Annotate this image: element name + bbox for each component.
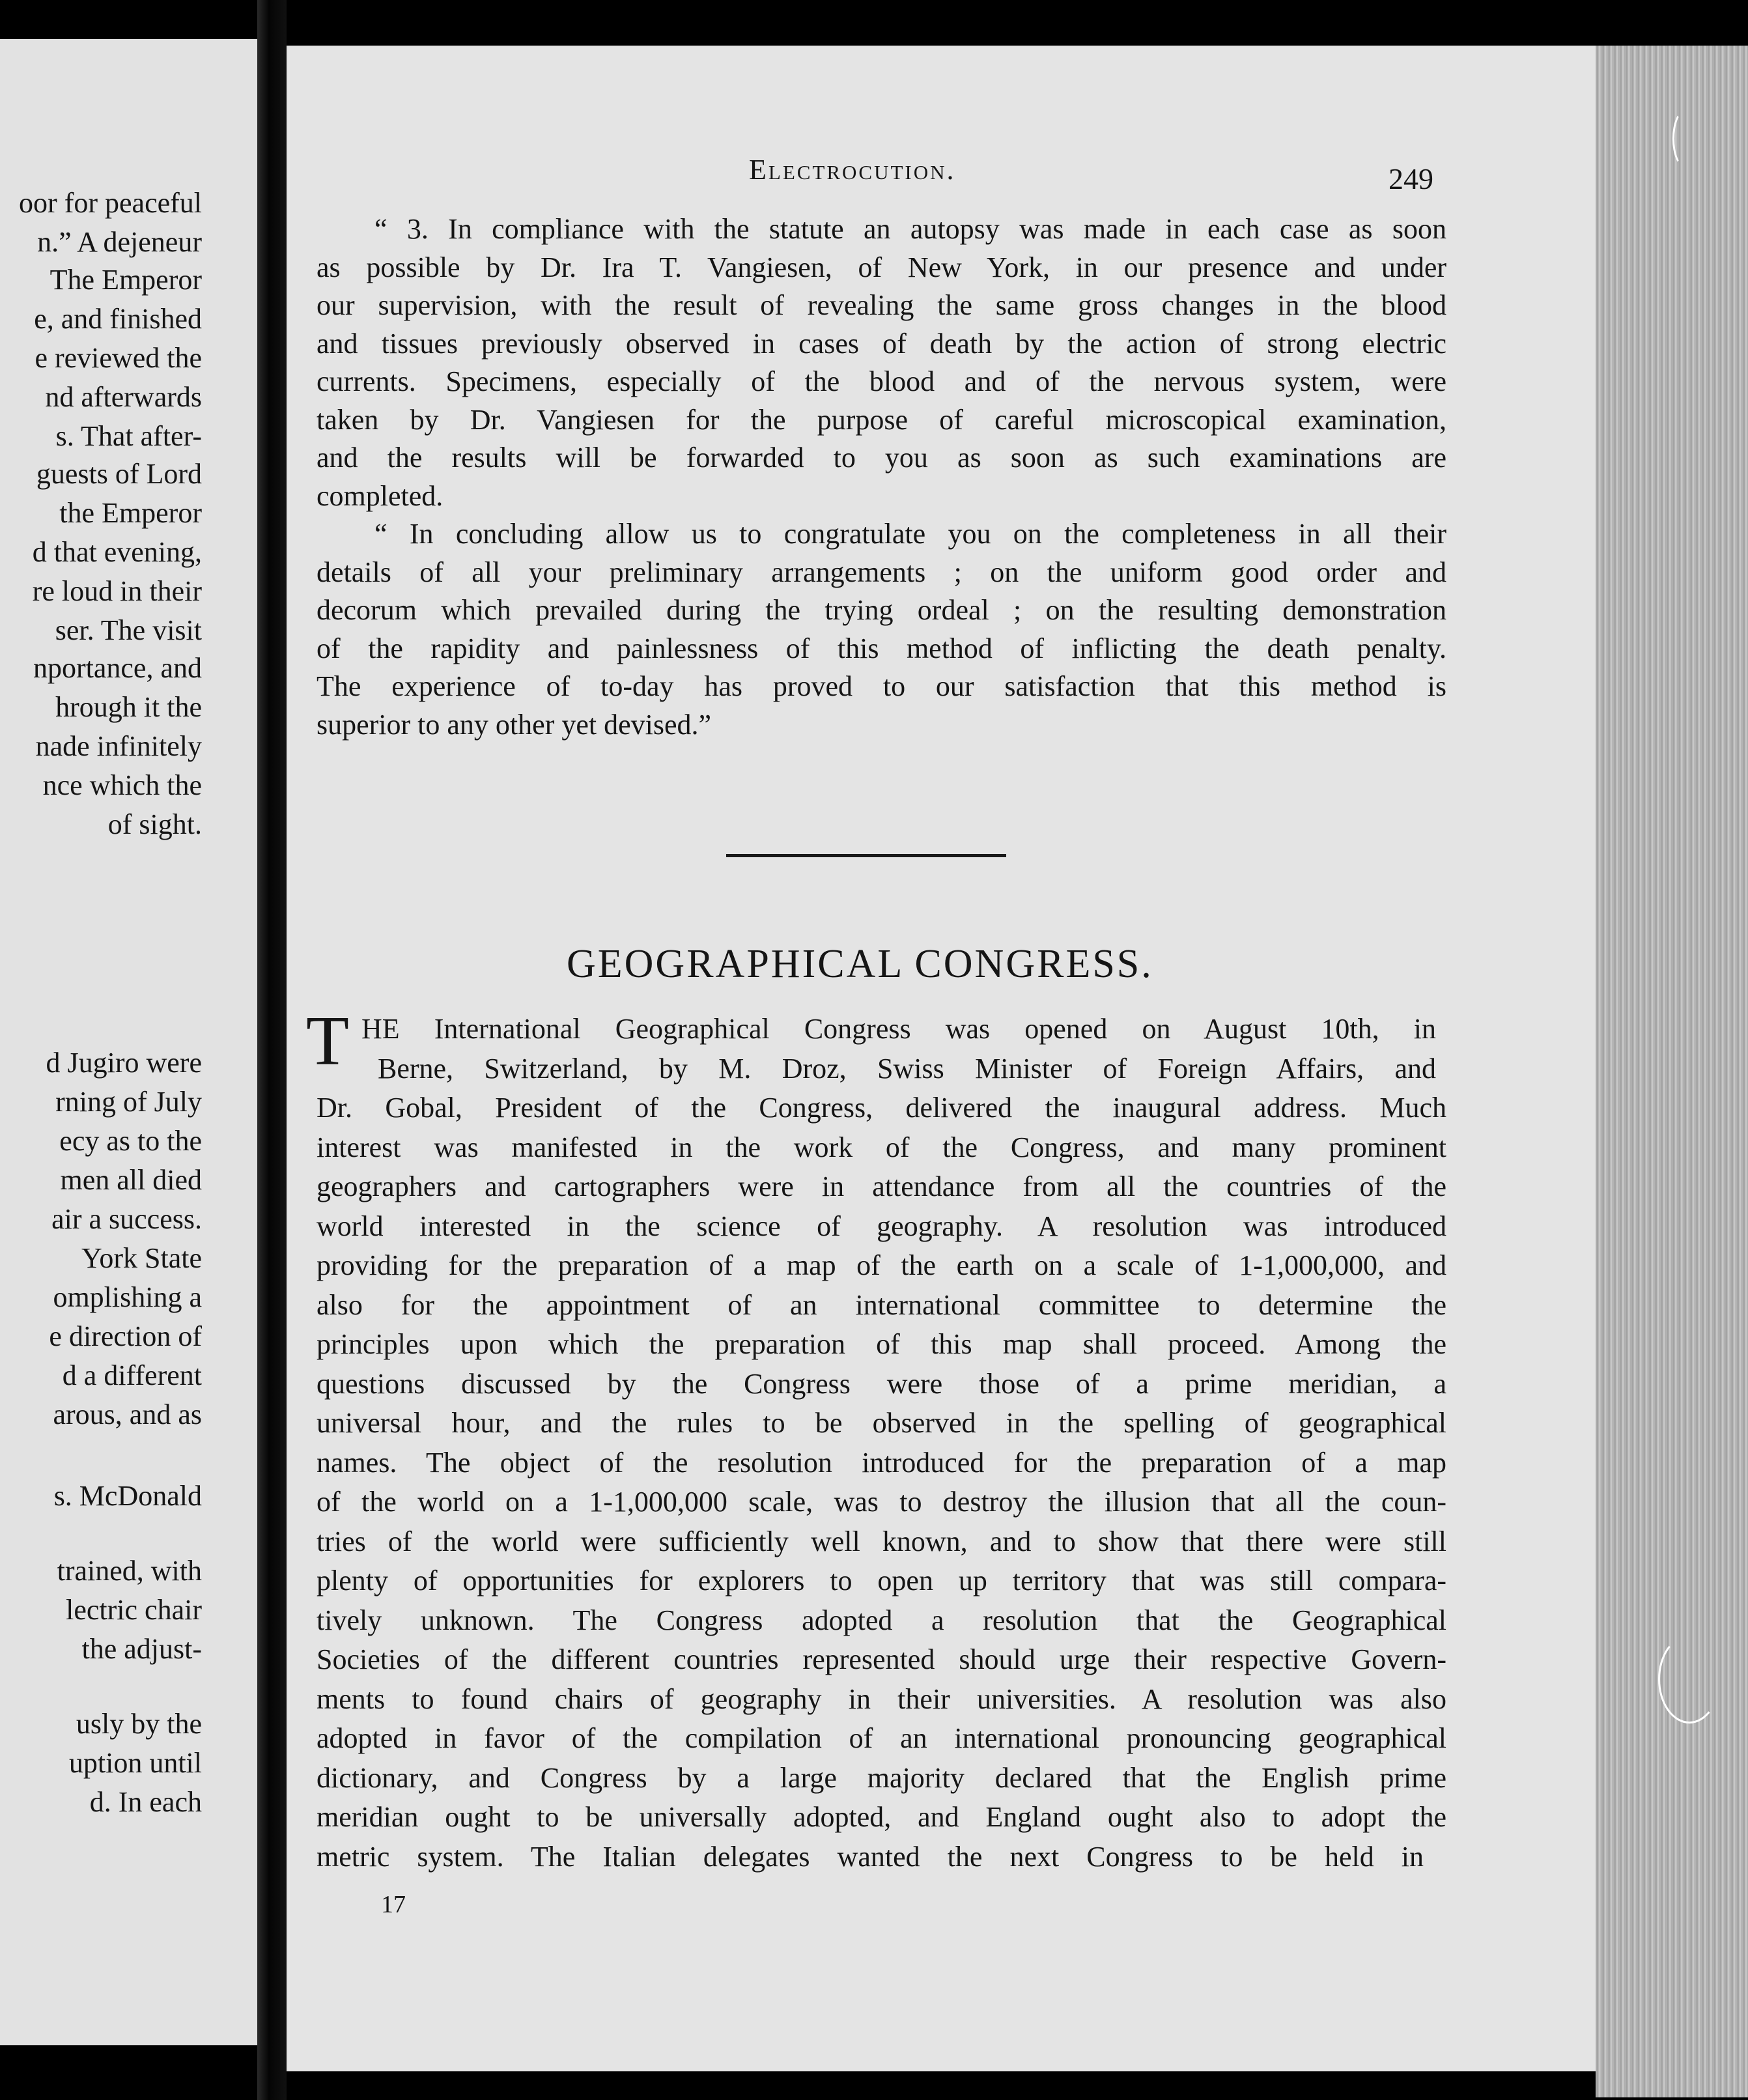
- left-page-line-text: the adjust-: [81, 1633, 202, 1665]
- left-page-line-text: oor for peaceful: [19, 187, 202, 219]
- left-page-line-text: omplishing a: [53, 1281, 202, 1313]
- left-page-line: [0, 654, 257, 683]
- left-page-line-text: d. In each: [89, 1786, 202, 1818]
- left-page-line-text: York State: [81, 1242, 202, 1274]
- left-page-line-text: nce which the: [42, 769, 202, 801]
- left-page-line: [0, 1635, 257, 1664]
- left-page-line-text: air a success.: [51, 1203, 202, 1235]
- left-page-line-text: uption until: [68, 1747, 202, 1779]
- quote-line: and the results will be forwarded to you as soon as such examinations are: [317, 442, 1446, 474]
- page-edge-stack: [1596, 46, 1748, 2097]
- section-line: tries of the world were sufficiently well known, and to show that there were still: [317, 1525, 1446, 1557]
- left-page-line-text: ser. The visit: [55, 614, 202, 646]
- left-page-line-text: re loud in their: [32, 575, 202, 607]
- left-page-line-text: arous, and as: [53, 1398, 202, 1430]
- left-page-line-text: trained, with: [57, 1555, 202, 1587]
- left-page-line: [0, 810, 257, 839]
- section-line: geographers and cartographers were in attendance from all the countries of the: [317, 1171, 1446, 1202]
- section-line: names. The object of the resolution introduced for the preparation of a map: [317, 1446, 1446, 1479]
- quote-line: superior to any other yet devised.”: [317, 708, 712, 741]
- left-page-line: [0, 499, 257, 528]
- quote-line: taken by Dr. Vangiesen for the purpose of careful microscopical examination,: [317, 403, 1446, 436]
- left-page-line: [0, 1205, 257, 1234]
- section-line: world interested in the science of geography. A resolution was introduced: [317, 1210, 1446, 1242]
- section-title: GEOGRAPHICAL CONGRESS.: [567, 942, 1153, 986]
- quote-line: details of all your preliminary arrangements ; on the uniform good order and: [317, 556, 1446, 588]
- left-page-line: [0, 1322, 257, 1351]
- left-page-line-text: lectric chair: [66, 1594, 202, 1626]
- section-line: also for the appointment of an international committee to determine the: [317, 1288, 1446, 1321]
- page-number: 249: [1389, 162, 1433, 195]
- left-page-line: [0, 1482, 257, 1511]
- left-page-line: [0, 1283, 257, 1312]
- left-page-line-text: nd afterwards: [45, 381, 202, 413]
- left-page-line: [0, 732, 257, 761]
- section-line: of the world on a 1-1,000,000 scale, was to destroy the illusion that all the coun-: [317, 1486, 1446, 1518]
- left-page-line-text: e, and finished: [34, 303, 202, 335]
- left-page-line-text: n.” A dejeneur: [37, 226, 202, 258]
- left-page-line: [0, 422, 257, 451]
- left-page-line-text: The Emperor: [49, 264, 202, 296]
- quote-line: “ 3. In compliance with the statute an autopsy was made in each case as soon: [374, 213, 1446, 245]
- quote-line: of the rapidity and painlessness of this method of inflicting the death penalty.: [317, 632, 1446, 664]
- section-line: principles upon which the preparation of this map shall proceed. Among the: [317, 1328, 1446, 1360]
- section-line: HE International Geographical Congress was opened on August 10th, in: [361, 1013, 1436, 1045]
- left-page-line-text: e direction of: [49, 1320, 202, 1352]
- left-page-line-text: hrough it the: [55, 691, 202, 723]
- section-line: Dr. Gobal, President of the Congress, delivered the inaugural address. Much: [317, 1092, 1446, 1124]
- left-page-line-text: s. That after-: [55, 420, 202, 452]
- left-page-line: [0, 1749, 257, 1778]
- edge-mark-bottom: [1658, 1635, 1721, 1724]
- left-page-line: [0, 771, 257, 800]
- section-line: ments to found chairs of geography in their universities. A resolution was also: [317, 1682, 1446, 1715]
- quote-line: “ In concluding allow us to congratulate you on the completeness in all their: [374, 518, 1446, 550]
- section-line: plenty of opportunities for explorers to open up territory that was still compara-: [317, 1565, 1446, 1596]
- section-rule: [726, 854, 1006, 857]
- left-page-line-text: rning of July: [55, 1086, 202, 1118]
- left-page-line-text: d Jugiro were: [46, 1047, 202, 1079]
- left-page-line: [0, 1710, 257, 1738]
- quote-line: currents. Specimens, especially of the blood and of the nervous system, were: [317, 365, 1446, 397]
- left-page-line-text: guests of Lord: [36, 458, 202, 490]
- left-page-line: [0, 266, 257, 294]
- section-line: metric system. The Italian delegates wanted the next Congress to be held in: [317, 1840, 1424, 1873]
- left-page-line-text: of sight.: [107, 808, 202, 840]
- left-page-line: [0, 616, 257, 645]
- left-page-line-text: men all died: [60, 1164, 202, 1196]
- left-page-line: [0, 1127, 257, 1156]
- left-page-line: [0, 228, 257, 257]
- left-page-line: [0, 577, 257, 606]
- left-page-line-text: d a different: [62, 1359, 202, 1391]
- left-page-line: [0, 1088, 257, 1116]
- section-line: providing for the preparation of a map of the earth on a scale of 1-1,000,000, and: [317, 1249, 1446, 1281]
- section-line: Berne, Switzerland, by M. Droz, Swiss Minister of Foreign Affairs, and: [378, 1052, 1436, 1085]
- signature-mark: 17: [381, 1891, 406, 1918]
- section-line: universal hour, and the rules to be observed in the spelling of geographical: [317, 1407, 1446, 1439]
- section-line: tively unknown. The Congress adopted a resolution that the Geographical: [317, 1604, 1446, 1636]
- section-line: dictionary, and Congress by a large majority declared that the English prime: [317, 1761, 1446, 1794]
- left-page-line-text: nade infinitely: [35, 730, 202, 762]
- section-line: adopted in favor of the compilation of an international pronouncing geographical: [317, 1722, 1446, 1754]
- left-page-line: [0, 460, 257, 489]
- left-facing-page: [0, 39, 257, 2045]
- left-page-line-text: e reviewed the: [35, 342, 202, 374]
- left-page-line: [0, 1166, 257, 1195]
- left-page-line: [0, 1400, 257, 1429]
- left-page-line-text: ecy as to the: [59, 1125, 202, 1157]
- quote-line: as possible by Dr. Ira T. Vangiesen, of New York, in our presence and under: [317, 251, 1446, 283]
- section-line: questions discussed by the Congress were those of a prime meridian, a: [317, 1367, 1446, 1400]
- running-head: Electrocution.: [749, 154, 956, 186]
- quote-line: decorum which prevailed during the trying ordeal ; on the resulting demonstration: [317, 594, 1446, 626]
- left-page-line: [0, 383, 257, 412]
- section-line: Societies of the different countries represented should urge their respective Govern-: [317, 1643, 1446, 1675]
- quote-line: The experience of to-day has proved to our satisfaction that this method is: [317, 670, 1446, 702]
- left-page-line: [0, 1557, 257, 1585]
- left-page-line: [0, 1244, 257, 1273]
- left-page-line-text: nportance, and: [33, 652, 202, 684]
- drop-cap: T: [306, 1002, 349, 1080]
- left-page-line-text: usly by the: [76, 1708, 202, 1740]
- section-line: interest was manifested in the work of the Congress, and many prominent: [317, 1131, 1446, 1163]
- left-page-line: [0, 1049, 257, 1077]
- quote-line: completed.: [317, 479, 444, 512]
- left-page-line: [0, 305, 257, 333]
- left-page-line: [0, 538, 257, 567]
- left-page-line-text: the Emperor: [59, 497, 202, 529]
- edge-mark-top: [1672, 111, 1696, 167]
- left-page-line: [0, 693, 257, 722]
- book-gutter: [257, 0, 287, 2100]
- quote-line: our supervision, with the result of revealing the same gross changes in the blood: [317, 289, 1446, 321]
- left-page-line: [0, 1596, 257, 1625]
- left-page-line-text: s. McDonald: [53, 1480, 202, 1512]
- section-line: meridian ought to be universally adopted, and England ought also to adopt the: [317, 1801, 1446, 1833]
- quote-line: and tissues previously observed in cases of death by the action of strong electric: [317, 327, 1446, 360]
- left-page-line: [0, 189, 257, 218]
- left-page-line: [0, 344, 257, 373]
- left-page-line: [0, 1788, 257, 1817]
- left-page-line-text: d that evening,: [32, 536, 202, 568]
- left-page-line: [0, 1361, 257, 1390]
